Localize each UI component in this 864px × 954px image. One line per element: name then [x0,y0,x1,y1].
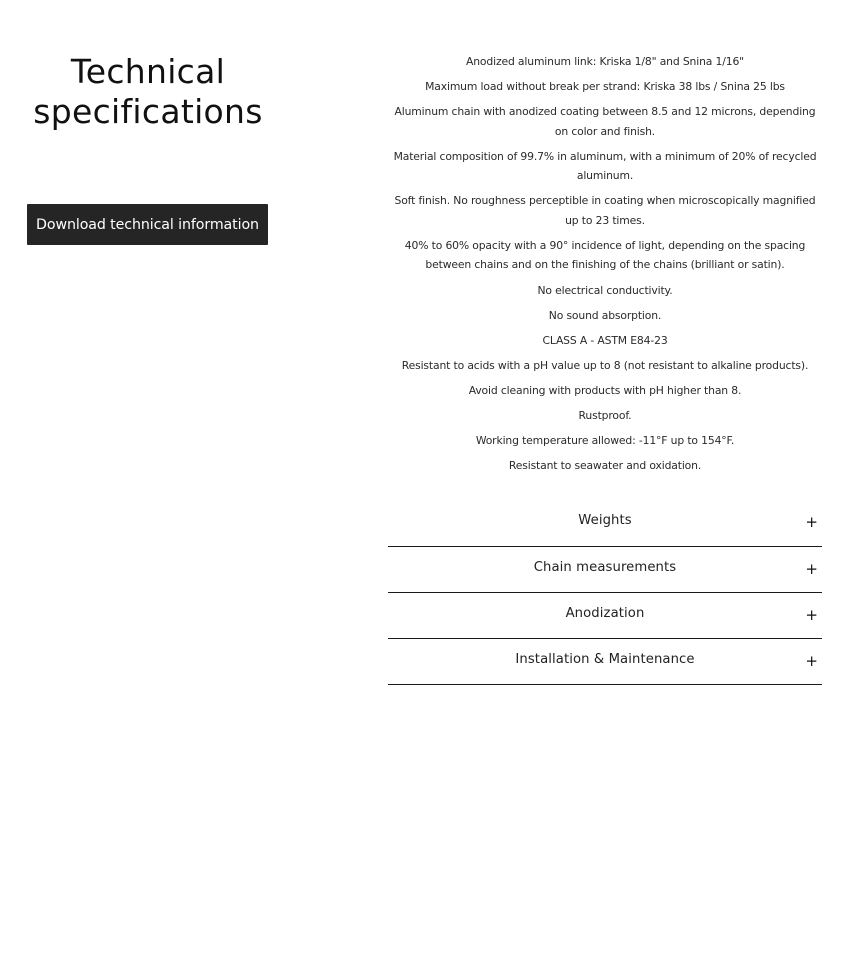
page-title-line-1: Technical [70,52,226,91]
plus-icon[interactable]: + [805,651,818,670]
accordion-label-installation-maintenance: Installation & Maintenance [515,651,695,667]
spec-item-maximum-load: Maximum load without break per strand: Kriska 38 lbs / Snina 25 lbs [425,80,785,94]
specifications-accordion [388,500,822,685]
spec-item-cleaning: Avoid cleaning with products with pH higher than 8. [468,383,742,397]
spec-item-acid-resistance: Resistant to acids with a pH value up to 8 (not resistant to alkaline products). [401,358,809,372]
spec-item-anodized-coating: Aluminum chain with anodized coating between 8.5 and 12 microns, depending on color and finish. [394,105,816,138]
spec-item-working-temperature: Working temperature allowed: -11°F up to 154°F. [475,434,735,448]
page-title-line-2: specifications [33,92,263,131]
accordion-item-weights[interactable] [388,500,822,547]
specifications-list [388,52,822,481]
accordion-item-installation-maintenance[interactable] [388,639,822,685]
spec-item-fire-class: CLASS A - ASTM E84-23 [542,333,668,347]
download-technical-information-button[interactable]: Download technical information [27,204,268,245]
spec-item-seawater-resistance: Resistant to seawater and oxidation. [508,459,702,473]
plus-icon[interactable]: + [805,559,818,578]
accordion-label-weights: Weights [578,513,632,528]
plus-icon[interactable]: + [805,605,818,624]
spec-item-link-size: Anodized aluminum link: Kriska 1/8" and Snina 1/16" [466,55,744,68]
spec-item-sound-absorption: No sound absorption. [548,308,662,322]
plus-icon[interactable]: + [805,513,818,531]
spec-item-material-composition: Material composition of 99.7% in aluminum, with a minimum of 20% of recycled aluminum. [393,149,817,183]
accordion-label-chain-measurements: Chain measurements [533,559,677,575]
spec-item-electrical-conductivity: No electrical conductivity. [537,283,673,297]
accordion-item-anodization[interactable] [388,593,822,639]
spec-item-rustproof: Rustproof. [578,409,632,423]
spec-item-opacity: 40% to 60% opacity with a 90° incidence of light, depending on the spacing between chains and on the finishing of the chains (brilliant or satin). [404,238,806,272]
spec-item-soft-finish: Soft finish. No roughness perceptible in coating when microscopically magnified up to 23 times. [394,194,816,227]
accordion-item-chain-measurements[interactable] [388,547,822,593]
accordion-label-anodization: Anodization [565,605,645,621]
page-title [0,52,296,132]
